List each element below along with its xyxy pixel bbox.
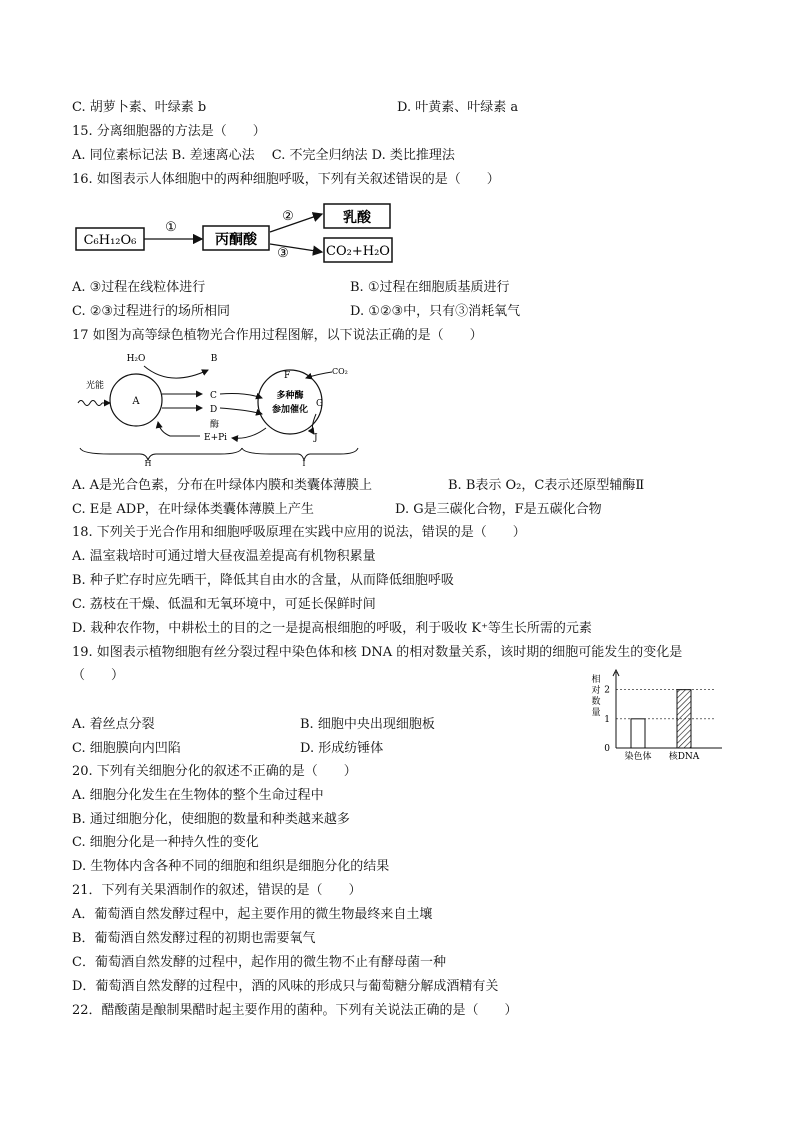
label-f: F — [284, 371, 291, 381]
q15-options: A. 同位素标记法 B. 差速离心法 C. 不完全归纳法 D. 类比推理法 — [72, 148, 455, 163]
q19-option-c: C. 细胞膜向内凹陷 — [72, 741, 181, 756]
label-e-pi: E+Pi — [204, 433, 228, 443]
q20-option-c: C. 细胞分化是一种持久性的变化 — [72, 835, 259, 850]
enzymes-line1: 多种酶 — [276, 391, 304, 401]
bar-0 — [631, 719, 645, 748]
y-axis-label-char: 相 — [591, 675, 601, 685]
brace-h — [80, 448, 242, 460]
q17-option-c: C. E是 ADP，在叶绿体类囊体薄膜上产生 — [72, 502, 314, 517]
q14-option-d: D. 叶黄素、叶绿素 a — [397, 100, 519, 115]
chromosome-dna-bar-chart — [588, 668, 728, 768]
q16-option-d: D. ①②③中，只有③消耗氧气 — [350, 304, 521, 319]
q21-option-d: D．葡萄酒自然发酵的过程中，酒的风味的形成只与葡萄糖分解成酒精有关 — [72, 979, 499, 994]
glucose-label: C₆H₁₂O₆ — [83, 233, 137, 248]
q19-paren: （ ） — [72, 668, 125, 683]
lactate-label: 乳酸 — [343, 210, 371, 226]
water-label: H₂O — [126, 354, 146, 364]
y-tick-label: 2 — [604, 685, 610, 696]
q21-option-b: B．葡萄酒自然发酵过程的初期也需要氧气 — [72, 931, 316, 946]
q16-stem: 16. 如图表示人体细胞中的两种细胞呼吸，下列有关叙述错误的是（ ） — [72, 172, 500, 187]
brace-i — [242, 448, 358, 460]
q17-option-b: B. B表示 O₂，C表示还原型辅酶Ⅱ — [448, 478, 645, 493]
q18-option-d: D. 栽种农作物，中耕松土的目的之一是提高根细胞的呼吸，利于吸收 K⁺等生长所需的元素 — [72, 621, 592, 636]
light-label: 光能 — [86, 381, 105, 391]
q18-option-c: C. 荔枝在干燥、低温和无氧环境中，可延长保鲜时间 — [72, 597, 376, 612]
q17-stem: 17 如图为高等绿色植物光合作用过程图解，以下说法正确的是（ ） — [72, 328, 483, 343]
step-1-label: ① — [165, 220, 177, 235]
step-3-label: ③ — [277, 246, 289, 261]
q16-option-c: C. ②③过程进行的场所相同 — [72, 304, 231, 319]
y-axis-label-char: 对 — [591, 686, 601, 696]
q19-stem: 19. 如图表示植物细胞有丝分裂过程中染色体和核 DNA 的相对数量关系，该时期的细胞可能发生的变化是 — [72, 645, 683, 660]
q20-option-d: D. 生物体内含各种不同的细胞和组织是细胞分化的结果 — [72, 859, 390, 874]
q22-stem: 22．醋酸菌是酿制果醋时起主要作用的菌种。下列有关说法正确的是（ ） — [72, 1003, 518, 1018]
q17-option-d: D. G是三碳化合物，F是五碳化合物 — [395, 502, 602, 517]
label-h: H — [144, 459, 152, 466]
q21-option-a: A．葡萄酒自然发酵过程中，起主要作用的微生物最终来自土壤 — [72, 907, 433, 922]
co2-water-label: CO₂+H₂O — [326, 244, 390, 259]
q20-option-b: B. 通过细胞分化，使细胞的数量和种类越来越多 — [72, 812, 350, 827]
q15-stem: 15. 分离细胞器的方法是（ ） — [72, 124, 266, 139]
label-i: I — [302, 459, 306, 466]
label-j: J — [314, 433, 318, 443]
q19-option-d: D. 形成纺锤体 — [300, 741, 384, 756]
enzyme-label: 酶 — [210, 420, 220, 430]
q18-option-a: A. 温室栽培时可通过增大昼夜温差提高有机物积累量 — [72, 549, 376, 564]
y-tick-label: 1 — [604, 714, 610, 725]
q19-option-a: A. 着丝点分裂 — [72, 717, 155, 732]
q20-option-a: A. 细胞分化发生在生物体的整个生命过程中 — [72, 788, 324, 803]
label-c: C — [210, 391, 217, 401]
label-b: B — [210, 354, 218, 364]
label-g: G — [316, 399, 324, 409]
y-axis-label-char: 量 — [591, 708, 601, 718]
enzymes-line2: 参加催化 — [271, 405, 309, 415]
q21-option-c: C．葡萄酒自然发酵的过程中，起作用的微生物不止有酵母菌一种 — [72, 955, 446, 970]
step-2-label: ② — [282, 209, 294, 224]
q17-option-a: A. A是光合色素，分布在叶绿体内膜和类囊体薄膜上 — [72, 478, 373, 493]
q18-stem: 18. 下列关于光合作用和细胞呼吸原理在实践中应用的说法，错误的是（ ） — [72, 525, 526, 540]
q21-stem: 21．下列有关果酒制作的叙述，错误的是（ ） — [72, 883, 362, 898]
y-tick-label: 0 — [604, 744, 610, 754]
label-d: D — [210, 405, 218, 415]
q16-option-a: A. ③过程在线粒体进行 — [72, 280, 206, 295]
light-wave — [78, 401, 102, 406]
q14-option-c: C. 胡萝卜素、叶绿素 b — [72, 100, 207, 115]
x-tick-label: 染色体 — [624, 752, 652, 762]
q16-option-b: B. ①过程在细胞质基质进行 — [350, 280, 510, 295]
x-tick-label: 核DNA — [668, 752, 700, 762]
y-axis-label-char: 数 — [591, 697, 601, 707]
bar-1 — [677, 690, 691, 748]
photosynthesis-diagram — [70, 348, 370, 466]
respiration-diagram — [70, 198, 400, 268]
q20-stem: 20. 下列有关细胞分化的叙述不正确的是（ ） — [72, 764, 357, 779]
q19-option-b: B. 细胞中央出现细胞板 — [300, 717, 435, 732]
co2-label: CO₂ — [332, 367, 348, 376]
pyruvate-label: 丙酮酸 — [215, 232, 257, 248]
label-a: A — [132, 396, 140, 407]
q18-option-b: B. 种子贮存时应先晒干，降低其自由水的含量，从而降低细胞呼吸 — [72, 573, 454, 588]
